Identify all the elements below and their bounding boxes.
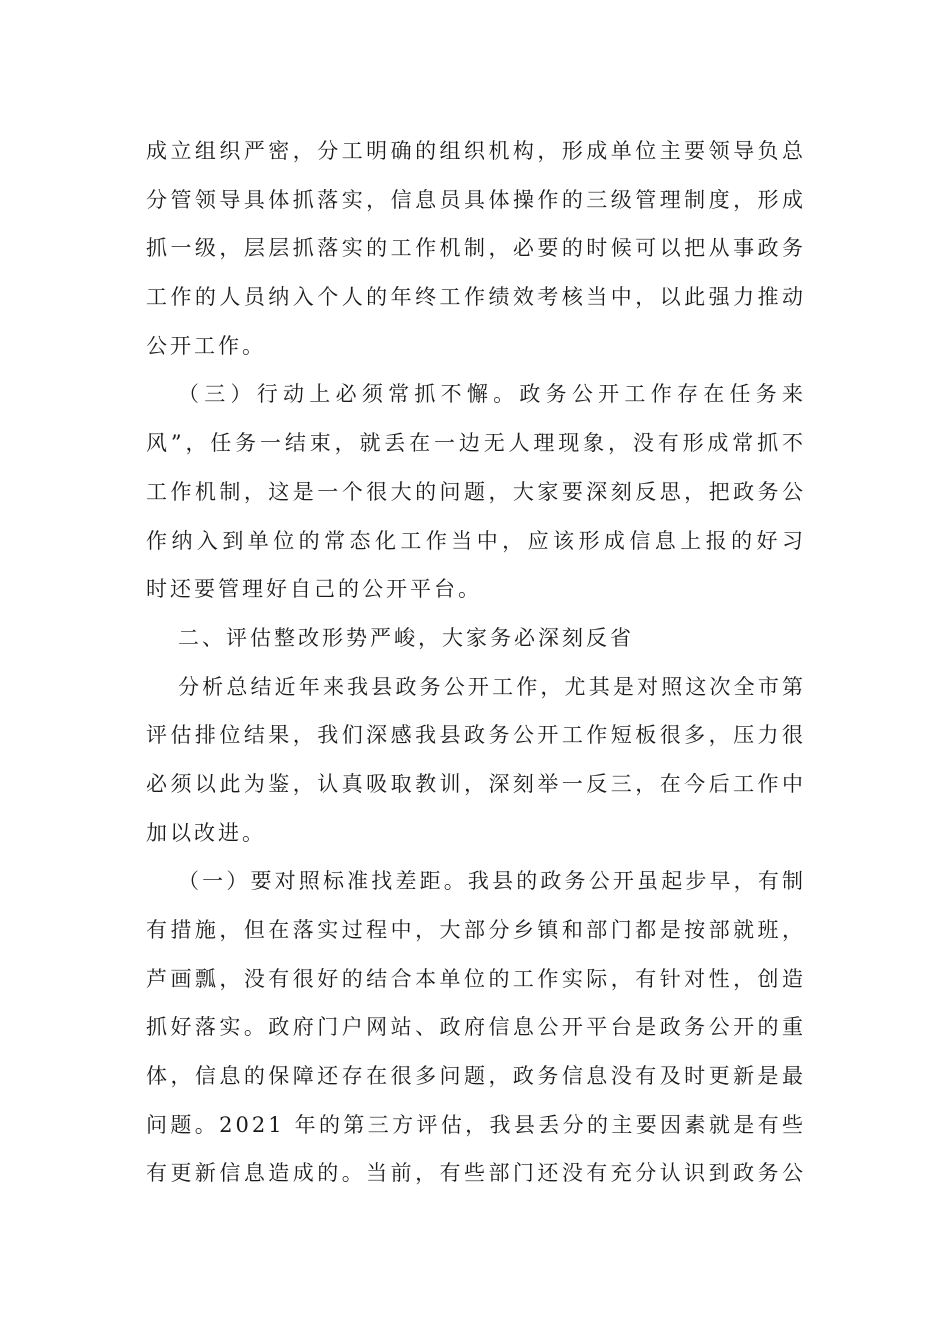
text-line: 工作的人员纳入个人的年终工作绩效考核当中，以此强力推动: [146, 285, 806, 310]
text-line: （三）行动上必须常抓不懈。政务公开工作存在任务来: [178, 382, 806, 407]
text-line: 加以改进。: [146, 820, 266, 845]
text-line: 工作机制，这是一个很大的问题，大家要深刻反思，把政务公: [146, 479, 806, 504]
text-line: 有措施，但在落实过程中，大部分乡镇和部门都是按部就班，: [146, 918, 806, 942]
paragraph: [146, 857, 806, 1198]
text-line: 有更新信息造成的。当前，有些部门还没有充分认识到政务公: [146, 1161, 806, 1186]
paragraph: [146, 370, 806, 613]
paragraph: [146, 663, 806, 858]
text-line: 必须以此为鉴，认真吸取教训，深刻举一反三，在今后工作中: [146, 771, 806, 796]
text-line: 体，信息的保障还存在很多问题，政务信息没有及时更新是最: [146, 1064, 806, 1089]
section-heading: [146, 614, 806, 663]
text-line: 问题。2021 年的第三方评估，我县丢分的主要因素就是有些: [146, 1112, 806, 1137]
text-line: 抓好落实。政府门户网站、政府信息公开平台是政务公开的重: [146, 1015, 806, 1040]
text-line: 芦画瓢，没有很好的结合本单位的工作实际，有针对性，创造: [146, 966, 806, 991]
text-line: 作纳入到单位的常态化工作当中，应该形成信息上报的好习: [146, 528, 806, 553]
text-line: 时还要管理好自己的公开平台。: [146, 577, 482, 602]
text-line: 成立组织严密，分工明确的组织机构，形成单位主要领导负总: [146, 139, 806, 163]
document-body: [146, 127, 806, 1198]
text-line: 分析总结近年来我县政务公开工作，尤其是对照这次全市第: [178, 674, 806, 699]
text-line: 风”，任务一结束，就丢在一边无人理现象，没有形成常抓不: [146, 431, 806, 456]
text-line: 评估排位结果，我们深感我县政务公开工作短板很多，压力很: [146, 723, 806, 748]
text-line: （一）要对照标准找差距。我县的政务公开虽起步早，有制: [178, 869, 806, 894]
text-line: 公开工作。: [146, 333, 266, 358]
paragraph: [146, 127, 806, 370]
text-line: 抓一级，层层抓落实的工作机制，必要的时候可以把从事政务: [146, 236, 806, 261]
text-line: 分管领导具体抓落实，信息员具体操作的三级管理制度，形成: [146, 187, 806, 212]
heading-text: 二、评估整改形势严峻，大家务必深刻反省: [178, 625, 634, 650]
